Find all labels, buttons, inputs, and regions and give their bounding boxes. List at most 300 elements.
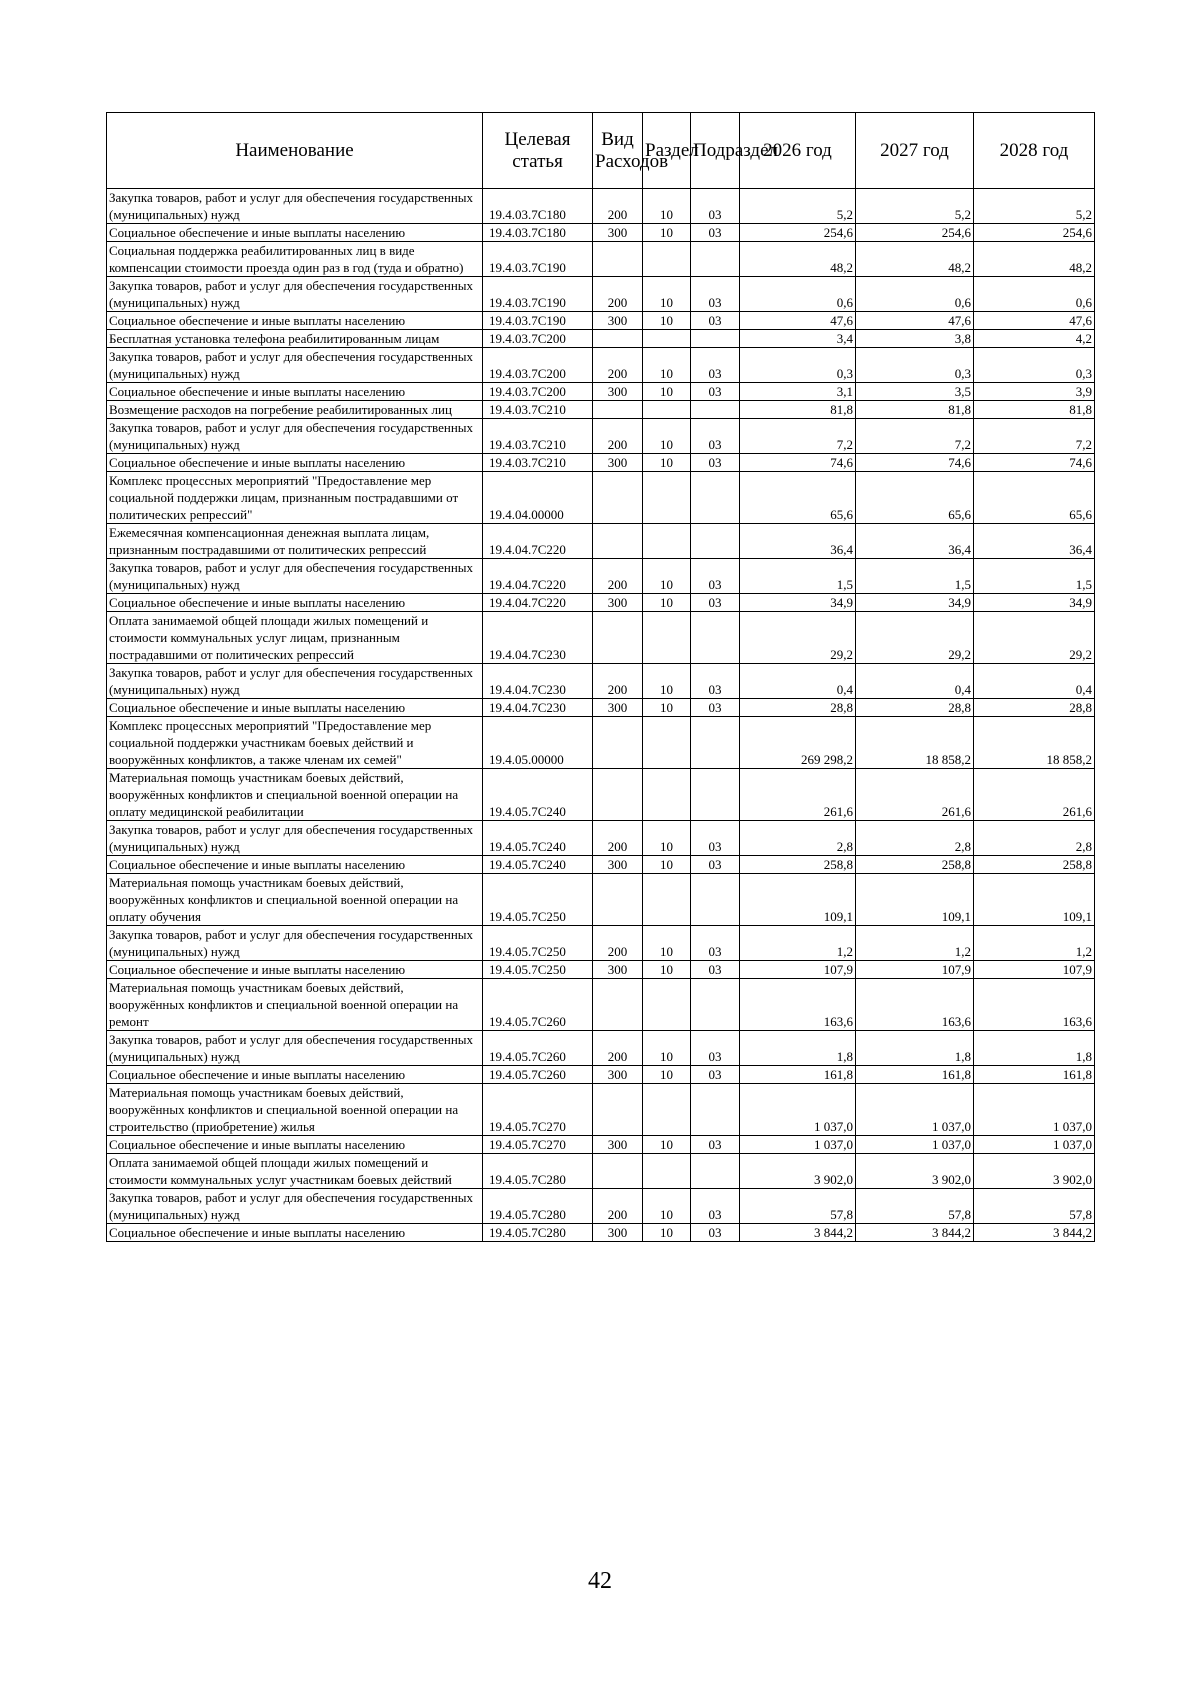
cell-target-code: 19.4.05.7С250 bbox=[483, 926, 593, 961]
cell-name: Материальная помощь участникам боевых действий, вооружённых конфликтов и специальной военной операции на строительство (приобретение) жилья bbox=[107, 1084, 483, 1136]
cell-2026: 5,2 bbox=[740, 189, 856, 224]
cell-2026: 1,8 bbox=[740, 1031, 856, 1066]
cell-2027: 258,8 bbox=[856, 856, 974, 874]
cell-section: 10 bbox=[643, 664, 691, 699]
cell-2028: 1,2 bbox=[974, 926, 1095, 961]
cell-2026: 109,1 bbox=[740, 874, 856, 926]
cell-target-code: 19.4.04.7С230 bbox=[483, 612, 593, 664]
table-row bbox=[107, 472, 1095, 524]
header-target: Целевая статья bbox=[483, 113, 593, 189]
cell-2026: 258,8 bbox=[740, 856, 856, 874]
cell-2027: 57,8 bbox=[856, 1189, 974, 1224]
cell-expense-type: 200 bbox=[593, 559, 643, 594]
cell-expense-type: 200 bbox=[593, 189, 643, 224]
cell-section: 10 bbox=[643, 1224, 691, 1242]
cell-2028: 3,9 bbox=[974, 383, 1095, 401]
cell-2026: 254,6 bbox=[740, 224, 856, 242]
table-row bbox=[107, 1031, 1095, 1066]
cell-expense-type: 300 bbox=[593, 594, 643, 612]
cell-2028: 258,8 bbox=[974, 856, 1095, 874]
cell-section bbox=[643, 717, 691, 769]
cell-2027: 29,2 bbox=[856, 612, 974, 664]
cell-2027: 0,6 bbox=[856, 277, 974, 312]
cell-section bbox=[643, 242, 691, 277]
cell-2026: 107,9 bbox=[740, 961, 856, 979]
cell-expense-type bbox=[593, 874, 643, 926]
table-row bbox=[107, 524, 1095, 559]
cell-name: Закупка товаров, работ и услуг для обеспечения государственных (муниципальных) нужд bbox=[107, 189, 483, 224]
cell-2028: 0,3 bbox=[974, 348, 1095, 383]
cell-name: Комплекс процессных мероприятий "Предоставление мер социальной поддержки участникам боевых действий и вооружённых конфликтов, а также членам их семей" bbox=[107, 717, 483, 769]
cell-2026: 3,4 bbox=[740, 330, 856, 348]
cell-2028: 57,8 bbox=[974, 1189, 1095, 1224]
cell-2027: 1,2 bbox=[856, 926, 974, 961]
page-number: 42 bbox=[588, 1568, 612, 1594]
cell-2027: 0,4 bbox=[856, 664, 974, 699]
cell-expense-type: 300 bbox=[593, 1224, 643, 1242]
cell-name: Закупка товаров, работ и услуг для обеспечения государственных (муниципальных) нужд bbox=[107, 664, 483, 699]
cell-2027: 161,8 bbox=[856, 1066, 974, 1084]
table-row bbox=[107, 961, 1095, 979]
cell-expense-type: 200 bbox=[593, 277, 643, 312]
cell-section: 10 bbox=[643, 1136, 691, 1154]
cell-name: Социальное обеспечение и иные выплаты населению bbox=[107, 961, 483, 979]
table-row bbox=[107, 348, 1095, 383]
cell-expense-type: 200 bbox=[593, 1189, 643, 1224]
cell-target-code: 19.4.05.7С240 bbox=[483, 821, 593, 856]
table-row bbox=[107, 769, 1095, 821]
cell-2028: 109,1 bbox=[974, 874, 1095, 926]
cell-2028: 36,4 bbox=[974, 524, 1095, 559]
cell-expense-type: 200 bbox=[593, 348, 643, 383]
cell-expense-type: 300 bbox=[593, 224, 643, 242]
cell-2027: 74,6 bbox=[856, 454, 974, 472]
cell-section bbox=[643, 612, 691, 664]
cell-section: 10 bbox=[643, 699, 691, 717]
cell-target-code: 19.4.04.7С220 bbox=[483, 524, 593, 559]
cell-expense-type bbox=[593, 472, 643, 524]
table-row bbox=[107, 189, 1095, 224]
cell-section: 10 bbox=[643, 1031, 691, 1066]
cell-2027: 3 902,0 bbox=[856, 1154, 974, 1189]
cell-2027: 254,6 bbox=[856, 224, 974, 242]
cell-name: Социальное обеспечение и иные выплаты населению bbox=[107, 454, 483, 472]
cell-name: Бесплатная установка телефона реабилитированным лицам bbox=[107, 330, 483, 348]
cell-name: Социальное обеспечение и иные выплаты населению bbox=[107, 594, 483, 612]
cell-name: Социальное обеспечение и иные выплаты населению bbox=[107, 856, 483, 874]
cell-target-code: 19.4.05.7С260 bbox=[483, 979, 593, 1031]
cell-2027: 36,4 bbox=[856, 524, 974, 559]
cell-subsection: 03 bbox=[691, 454, 740, 472]
table-row bbox=[107, 277, 1095, 312]
cell-2026: 1 037,0 bbox=[740, 1084, 856, 1136]
cell-2027: 1,5 bbox=[856, 559, 974, 594]
cell-expense-type: 300 bbox=[593, 961, 643, 979]
cell-2026: 2,8 bbox=[740, 821, 856, 856]
cell-section: 10 bbox=[643, 419, 691, 454]
table-row bbox=[107, 594, 1095, 612]
cell-expense-type bbox=[593, 1084, 643, 1136]
cell-subsection: 03 bbox=[691, 189, 740, 224]
cell-2026: 3,1 bbox=[740, 383, 856, 401]
cell-section: 10 bbox=[643, 594, 691, 612]
cell-target-code: 19.4.04.7С220 bbox=[483, 594, 593, 612]
cell-2027: 1 037,0 bbox=[856, 1136, 974, 1154]
cell-expense-type: 200 bbox=[593, 821, 643, 856]
cell-name: Закупка товаров, работ и услуг для обеспечения государственных (муниципальных) нужд bbox=[107, 419, 483, 454]
cell-expense-type: 300 bbox=[593, 856, 643, 874]
cell-expense-type: 300 bbox=[593, 454, 643, 472]
cell-section bbox=[643, 401, 691, 419]
cell-2026: 74,6 bbox=[740, 454, 856, 472]
cell-2028: 5,2 bbox=[974, 189, 1095, 224]
cell-2028: 2,8 bbox=[974, 821, 1095, 856]
cell-2028: 18 858,2 bbox=[974, 717, 1095, 769]
cell-2028: 254,6 bbox=[974, 224, 1095, 242]
cell-2028: 0,6 bbox=[974, 277, 1095, 312]
cell-target-code: 19.4.05.7С240 bbox=[483, 769, 593, 821]
cell-section: 10 bbox=[643, 821, 691, 856]
cell-name: Социальное обеспечение и иные выплаты населению bbox=[107, 1066, 483, 1084]
table-row bbox=[107, 1066, 1095, 1084]
cell-name: Комплекс процессных мероприятий "Предоставление мер социальной поддержки лицам, признанным пострадавшими от политических репрессий" bbox=[107, 472, 483, 524]
cell-target-code: 19.4.05.7С250 bbox=[483, 961, 593, 979]
cell-target-code: 19.4.03.7С200 bbox=[483, 348, 593, 383]
cell-2028: 1 037,0 bbox=[974, 1136, 1095, 1154]
cell-2026: 28,8 bbox=[740, 699, 856, 717]
header-expense-type: Вид Расходов bbox=[593, 113, 643, 189]
cell-subsection bbox=[691, 979, 740, 1031]
cell-name: Закупка товаров, работ и услуг для обеспечения государственных (муниципальных) нужд bbox=[107, 1031, 483, 1066]
header-2027: 2027 год bbox=[856, 113, 974, 189]
cell-subsection bbox=[691, 1154, 740, 1189]
cell-target-code: 19.4.03.7С180 bbox=[483, 224, 593, 242]
table-row bbox=[107, 821, 1095, 856]
cell-subsection: 03 bbox=[691, 1031, 740, 1066]
cell-expense-type bbox=[593, 330, 643, 348]
cell-target-code: 19.4.03.7С200 bbox=[483, 383, 593, 401]
cell-section: 10 bbox=[643, 961, 691, 979]
cell-2028: 261,6 bbox=[974, 769, 1095, 821]
cell-2027: 47,6 bbox=[856, 312, 974, 330]
cell-2026: 3 902,0 bbox=[740, 1154, 856, 1189]
table-row bbox=[107, 419, 1095, 454]
cell-2027: 48,2 bbox=[856, 242, 974, 277]
cell-section: 10 bbox=[643, 1066, 691, 1084]
table-row bbox=[107, 717, 1095, 769]
cell-subsection bbox=[691, 524, 740, 559]
cell-2028: 4,2 bbox=[974, 330, 1095, 348]
cell-section: 10 bbox=[643, 277, 691, 312]
cell-name: Материальная помощь участникам боевых действий, вооружённых конфликтов и специальной военной операции на ремонт bbox=[107, 979, 483, 1031]
cell-name: Материальная помощь участникам боевых действий, вооружённых конфликтов и специальной военной операции на оплату медицинской реабилитации bbox=[107, 769, 483, 821]
cell-subsection: 03 bbox=[691, 383, 740, 401]
cell-subsection: 03 bbox=[691, 1224, 740, 1242]
table-row bbox=[107, 1136, 1095, 1154]
cell-section bbox=[643, 330, 691, 348]
cell-name: Закупка товаров, работ и услуг для обеспечения государственных (муниципальных) нужд bbox=[107, 348, 483, 383]
cell-subsection bbox=[691, 1084, 740, 1136]
cell-subsection: 03 bbox=[691, 277, 740, 312]
cell-2027: 65,6 bbox=[856, 472, 974, 524]
cell-2028: 107,9 bbox=[974, 961, 1095, 979]
cell-subsection: 03 bbox=[691, 821, 740, 856]
cell-target-code: 19.4.03.7С210 bbox=[483, 401, 593, 419]
cell-target-code: 19.4.05.7С250 bbox=[483, 874, 593, 926]
cell-section: 10 bbox=[643, 383, 691, 401]
cell-name: Закупка товаров, работ и услуг для обеспечения государственных (муниципальных) нужд bbox=[107, 559, 483, 594]
table-row bbox=[107, 1154, 1095, 1189]
cell-expense-type bbox=[593, 612, 643, 664]
cell-2028: 1,8 bbox=[974, 1031, 1095, 1066]
cell-expense-type: 200 bbox=[593, 419, 643, 454]
cell-section: 10 bbox=[643, 224, 691, 242]
table-row bbox=[107, 1189, 1095, 1224]
cell-target-code: 19.4.03.7С200 bbox=[483, 330, 593, 348]
cell-2026: 1,2 bbox=[740, 926, 856, 961]
cell-target-code: 19.4.04.00000 bbox=[483, 472, 593, 524]
cell-2028: 48,2 bbox=[974, 242, 1095, 277]
cell-2027: 163,6 bbox=[856, 979, 974, 1031]
cell-expense-type bbox=[593, 717, 643, 769]
cell-expense-type: 300 bbox=[593, 383, 643, 401]
cell-2028: 29,2 bbox=[974, 612, 1095, 664]
cell-subsection bbox=[691, 472, 740, 524]
cell-name: Социальное обеспечение и иные выплаты населению bbox=[107, 312, 483, 330]
cell-name: Социальная поддержка реабилитированных лиц в виде компенсации стоимости проезда один раз в год (туда и обратно) bbox=[107, 242, 483, 277]
cell-name: Социальное обеспечение и иные выплаты населению bbox=[107, 1224, 483, 1242]
table-row bbox=[107, 454, 1095, 472]
cell-subsection: 03 bbox=[691, 1066, 740, 1084]
cell-target-code: 19.4.05.7С280 bbox=[483, 1189, 593, 1224]
cell-2028: 3 844,2 bbox=[974, 1224, 1095, 1242]
cell-subsection bbox=[691, 874, 740, 926]
cell-subsection: 03 bbox=[691, 348, 740, 383]
cell-target-code: 19.4.05.7С260 bbox=[483, 1066, 593, 1084]
cell-subsection bbox=[691, 769, 740, 821]
cell-section bbox=[643, 472, 691, 524]
cell-2028: 28,8 bbox=[974, 699, 1095, 717]
cell-section: 10 bbox=[643, 1189, 691, 1224]
cell-2027: 3,5 bbox=[856, 383, 974, 401]
cell-expense-type bbox=[593, 979, 643, 1031]
cell-2026: 1,5 bbox=[740, 559, 856, 594]
cell-target-code: 19.4.04.7С220 bbox=[483, 559, 593, 594]
cell-2027: 107,9 bbox=[856, 961, 974, 979]
table-row bbox=[107, 330, 1095, 348]
cell-2028: 1,5 bbox=[974, 559, 1095, 594]
cell-name: Социальное обеспечение и иные выплаты населению bbox=[107, 699, 483, 717]
table-row bbox=[107, 312, 1095, 330]
cell-2026: 29,2 bbox=[740, 612, 856, 664]
cell-name: Социальное обеспечение и иные выплаты населению bbox=[107, 383, 483, 401]
cell-section: 10 bbox=[643, 856, 691, 874]
cell-2027: 5,2 bbox=[856, 189, 974, 224]
cell-2026: 47,6 bbox=[740, 312, 856, 330]
cell-subsection: 03 bbox=[691, 961, 740, 979]
cell-2028: 1 037,0 bbox=[974, 1084, 1095, 1136]
budget-table bbox=[106, 112, 1095, 1242]
cell-subsection: 03 bbox=[691, 594, 740, 612]
table-row bbox=[107, 979, 1095, 1031]
cell-2028: 65,6 bbox=[974, 472, 1095, 524]
cell-2027: 34,9 bbox=[856, 594, 974, 612]
cell-subsection: 03 bbox=[691, 312, 740, 330]
table-row bbox=[107, 224, 1095, 242]
cell-target-code: 19.4.03.7С190 bbox=[483, 277, 593, 312]
cell-target-code: 19.4.04.7С230 bbox=[483, 664, 593, 699]
cell-section bbox=[643, 874, 691, 926]
cell-name: Оплата занимаемой общей площади жилых помещений и стоимости коммунальных услуг лицам, признанным пострадавшими от политических репрессий bbox=[107, 612, 483, 664]
table-row bbox=[107, 559, 1095, 594]
cell-subsection bbox=[691, 242, 740, 277]
cell-2027: 1,8 bbox=[856, 1031, 974, 1066]
cell-subsection bbox=[691, 330, 740, 348]
cell-subsection bbox=[691, 717, 740, 769]
cell-2028: 7,2 bbox=[974, 419, 1095, 454]
cell-target-code: 19.4.05.7С270 bbox=[483, 1084, 593, 1136]
cell-2027: 28,8 bbox=[856, 699, 974, 717]
cell-2026: 34,9 bbox=[740, 594, 856, 612]
cell-2026: 3 844,2 bbox=[740, 1224, 856, 1242]
cell-2028: 34,9 bbox=[974, 594, 1095, 612]
cell-expense-type: 200 bbox=[593, 926, 643, 961]
cell-target-code: 19.4.04.7С230 bbox=[483, 699, 593, 717]
cell-subsection: 03 bbox=[691, 926, 740, 961]
cell-target-code: 19.4.03.7С190 bbox=[483, 312, 593, 330]
cell-2027: 3 844,2 bbox=[856, 1224, 974, 1242]
cell-2026: 1 037,0 bbox=[740, 1136, 856, 1154]
table-row bbox=[107, 242, 1095, 277]
cell-2026: 161,8 bbox=[740, 1066, 856, 1084]
cell-subsection bbox=[691, 401, 740, 419]
header-2028: 2028 год bbox=[974, 113, 1095, 189]
cell-2026: 36,4 bbox=[740, 524, 856, 559]
table-row bbox=[107, 699, 1095, 717]
cell-2027: 261,6 bbox=[856, 769, 974, 821]
cell-2027: 109,1 bbox=[856, 874, 974, 926]
cell-subsection bbox=[691, 612, 740, 664]
cell-target-code: 19.4.05.7С280 bbox=[483, 1224, 593, 1242]
header-section: Раздел bbox=[643, 113, 691, 189]
cell-subsection: 03 bbox=[691, 664, 740, 699]
cell-section bbox=[643, 979, 691, 1031]
cell-target-code: 19.4.05.00000 bbox=[483, 717, 593, 769]
cell-target-code: 19.4.05.7С270 bbox=[483, 1136, 593, 1154]
table-row bbox=[107, 612, 1095, 664]
cell-2026: 269 298,2 bbox=[740, 717, 856, 769]
cell-target-code: 19.4.05.7С260 bbox=[483, 1031, 593, 1066]
cell-expense-type: 200 bbox=[593, 664, 643, 699]
cell-target-code: 19.4.03.7С210 bbox=[483, 419, 593, 454]
cell-name: Материальная помощь участникам боевых действий, вооружённых конфликтов и специальной военной операции на оплату обучения bbox=[107, 874, 483, 926]
cell-2027: 7,2 bbox=[856, 419, 974, 454]
cell-section bbox=[643, 769, 691, 821]
cell-expense-type: 300 bbox=[593, 699, 643, 717]
cell-expense-type bbox=[593, 1154, 643, 1189]
cell-2028: 3 902,0 bbox=[974, 1154, 1095, 1189]
cell-section bbox=[643, 1084, 691, 1136]
cell-2026: 65,6 bbox=[740, 472, 856, 524]
cell-name: Оплата занимаемой общей площади жилых помещений и стоимости коммунальных услуг участникам боевых действий bbox=[107, 1154, 483, 1189]
table-row bbox=[107, 664, 1095, 699]
cell-section: 10 bbox=[643, 348, 691, 383]
cell-target-code: 19.4.03.7С180 bbox=[483, 189, 593, 224]
cell-expense-type: 300 bbox=[593, 1066, 643, 1084]
cell-2028: 163,6 bbox=[974, 979, 1095, 1031]
cell-2027: 0,3 bbox=[856, 348, 974, 383]
cell-name: Закупка товаров, работ и услуг для обеспечения государственных (муниципальных) нужд bbox=[107, 277, 483, 312]
cell-2028: 0,4 bbox=[974, 664, 1095, 699]
cell-name: Возмещение расходов на погребение реабилитированных лиц bbox=[107, 401, 483, 419]
cell-expense-type bbox=[593, 769, 643, 821]
cell-subsection: 03 bbox=[691, 419, 740, 454]
cell-2027: 1 037,0 bbox=[856, 1084, 974, 1136]
cell-2026: 163,6 bbox=[740, 979, 856, 1031]
cell-section: 10 bbox=[643, 189, 691, 224]
cell-2026: 0,6 bbox=[740, 277, 856, 312]
table-row bbox=[107, 383, 1095, 401]
cell-expense-type bbox=[593, 401, 643, 419]
cell-section: 10 bbox=[643, 926, 691, 961]
cell-name: Ежемесячная компенсационная денежная выплата лицам, признанным пострадавшими от политических репрессий bbox=[107, 524, 483, 559]
cell-section bbox=[643, 1154, 691, 1189]
table-row bbox=[107, 401, 1095, 419]
table-header-row bbox=[107, 113, 1095, 189]
cell-2026: 48,2 bbox=[740, 242, 856, 277]
cell-expense-type bbox=[593, 524, 643, 559]
cell-2026: 57,8 bbox=[740, 1189, 856, 1224]
cell-target-code: 19.4.05.7С280 bbox=[483, 1154, 593, 1189]
table-row bbox=[107, 874, 1095, 926]
cell-subsection: 03 bbox=[691, 1189, 740, 1224]
cell-subsection: 03 bbox=[691, 1136, 740, 1154]
table-row bbox=[107, 856, 1095, 874]
table-row bbox=[107, 1084, 1095, 1136]
cell-expense-type bbox=[593, 242, 643, 277]
cell-2027: 2,8 bbox=[856, 821, 974, 856]
cell-name: Закупка товаров, работ и услуг для обеспечения государственных (муниципальных) нужд bbox=[107, 1189, 483, 1224]
cell-subsection: 03 bbox=[691, 856, 740, 874]
cell-name: Закупка товаров, работ и услуг для обеспечения государственных (муниципальных) нужд bbox=[107, 821, 483, 856]
cell-target-code: 19.4.03.7С190 bbox=[483, 242, 593, 277]
cell-expense-type: 300 bbox=[593, 1136, 643, 1154]
cell-2028: 161,8 bbox=[974, 1066, 1095, 1084]
cell-subsection: 03 bbox=[691, 224, 740, 242]
cell-2028: 81,8 bbox=[974, 401, 1095, 419]
cell-2028: 47,6 bbox=[974, 312, 1095, 330]
cell-2026: 7,2 bbox=[740, 419, 856, 454]
cell-2027: 3,8 bbox=[856, 330, 974, 348]
cell-target-code: 19.4.05.7С240 bbox=[483, 856, 593, 874]
table-row bbox=[107, 926, 1095, 961]
table-row bbox=[107, 1224, 1095, 1242]
cell-2027: 18 858,2 bbox=[856, 717, 974, 769]
cell-2028: 74,6 bbox=[974, 454, 1095, 472]
cell-expense-type: 200 bbox=[593, 1031, 643, 1066]
header-subsection: Подраздел bbox=[691, 113, 740, 189]
header-name: Наименование bbox=[107, 113, 483, 189]
cell-target-code: 19.4.03.7С210 bbox=[483, 454, 593, 472]
cell-2026: 261,6 bbox=[740, 769, 856, 821]
cell-subsection: 03 bbox=[691, 699, 740, 717]
cell-name: Социальное обеспечение и иные выплаты населению bbox=[107, 1136, 483, 1154]
table-body bbox=[107, 189, 1095, 1242]
cell-section bbox=[643, 524, 691, 559]
cell-2027: 81,8 bbox=[856, 401, 974, 419]
cell-expense-type: 300 bbox=[593, 312, 643, 330]
cell-name: Закупка товаров, работ и услуг для обеспечения государственных (муниципальных) нужд bbox=[107, 926, 483, 961]
